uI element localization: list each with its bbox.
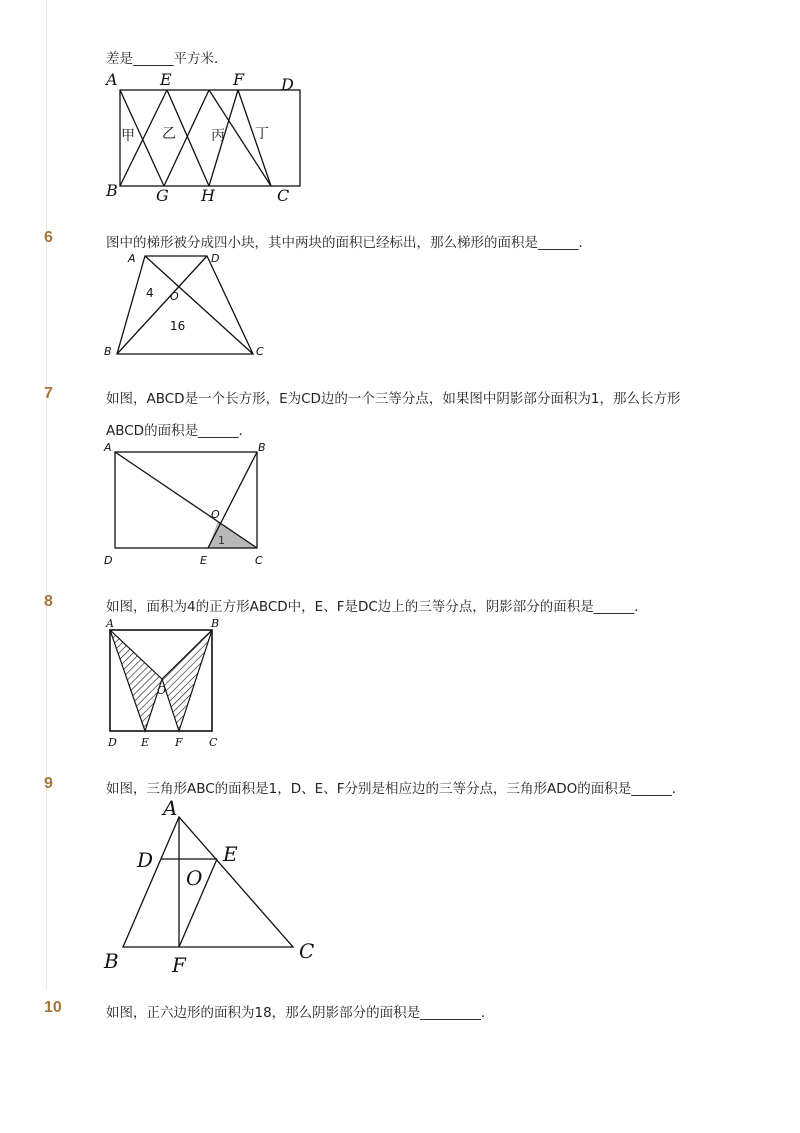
- label-D: D: [108, 736, 117, 749]
- rectangle-figure: [100, 68, 310, 208]
- area-label-4: 4: [146, 286, 154, 300]
- label-B: B: [104, 345, 112, 358]
- label-H: H: [201, 186, 215, 205]
- label-B: B: [258, 441, 266, 454]
- label-A: A: [128, 252, 136, 265]
- label-O: O: [186, 866, 203, 890]
- rectangle-abcd-figure: [100, 440, 275, 570]
- region-ding: 丁: [255, 126, 269, 142]
- region-jia: 甲: [121, 128, 135, 144]
- question-10-text: 如图，正六边形的面积为18，那么阴影部分的面积是_________．: [106, 1005, 495, 1021]
- label-A: A: [104, 441, 112, 454]
- label-D: D: [281, 75, 294, 94]
- question-number-6: 6: [44, 229, 53, 246]
- label-B: B: [106, 181, 118, 200]
- label-D: D: [211, 252, 220, 265]
- label-C: C: [209, 736, 218, 749]
- label-E: E: [160, 70, 172, 89]
- label-D: D: [137, 848, 154, 872]
- label-O: O: [157, 684, 167, 697]
- region-yi: 乙: [162, 126, 176, 142]
- label-A: A: [163, 796, 178, 820]
- question-7-text-line1: 如图，ABCD是一个长方形，E为CD边的一个三等分点，如果图中阴影部分面积为1，那么长方形: [106, 391, 681, 407]
- label-B: B: [211, 617, 220, 630]
- label-F: F: [233, 70, 245, 89]
- question-6-text: 图中的梯形被分成四小块，其中两块的面积已经标出，那么梯形的面积是______．: [106, 235, 592, 251]
- question-9-text: 如图，三角形ABC的面积是1，D、E、F分别是相应边的三等分点，三角形ADO的面积是______．: [106, 781, 686, 797]
- question-number-7: 7: [44, 385, 53, 402]
- label-C: C: [256, 345, 264, 358]
- label-C: C: [255, 554, 263, 567]
- label-A: A: [106, 617, 114, 630]
- label-O: O: [211, 508, 220, 521]
- label-B: B: [104, 949, 119, 973]
- carryover-text: 差是______平方米．: [106, 51, 228, 67]
- question-8-text: 如图，面积为4的正方形ABCD中，E、F是DC边上的三等分点，阴影部分的面积是______．: [106, 599, 648, 615]
- question-7-text-line2: ABCD的面积是______．: [106, 423, 253, 439]
- label-C: C: [277, 186, 290, 205]
- label-E: E: [200, 554, 207, 567]
- question-number-10: 10: [44, 999, 62, 1016]
- label-C: C: [299, 939, 315, 963]
- label-D: D: [104, 554, 113, 567]
- question-number-9: 9: [44, 775, 53, 792]
- area-label-16: 16: [170, 319, 186, 333]
- label-F: F: [175, 736, 183, 749]
- square-figure: [100, 615, 230, 755]
- label-A: A: [106, 70, 118, 89]
- question-number-8: 8: [44, 593, 53, 610]
- label-F: F: [172, 953, 186, 977]
- region-bing: 丙: [211, 128, 225, 144]
- label-G: G: [156, 186, 169, 205]
- label-E: E: [223, 842, 238, 866]
- label-E: E: [141, 736, 150, 749]
- shaded-area-label: 1: [218, 534, 225, 547]
- trapezoid-figure: [100, 250, 280, 365]
- left-margin-rule: [46, 0, 47, 990]
- label-O: O: [170, 290, 179, 303]
- triangle-figure: [100, 795, 330, 980]
